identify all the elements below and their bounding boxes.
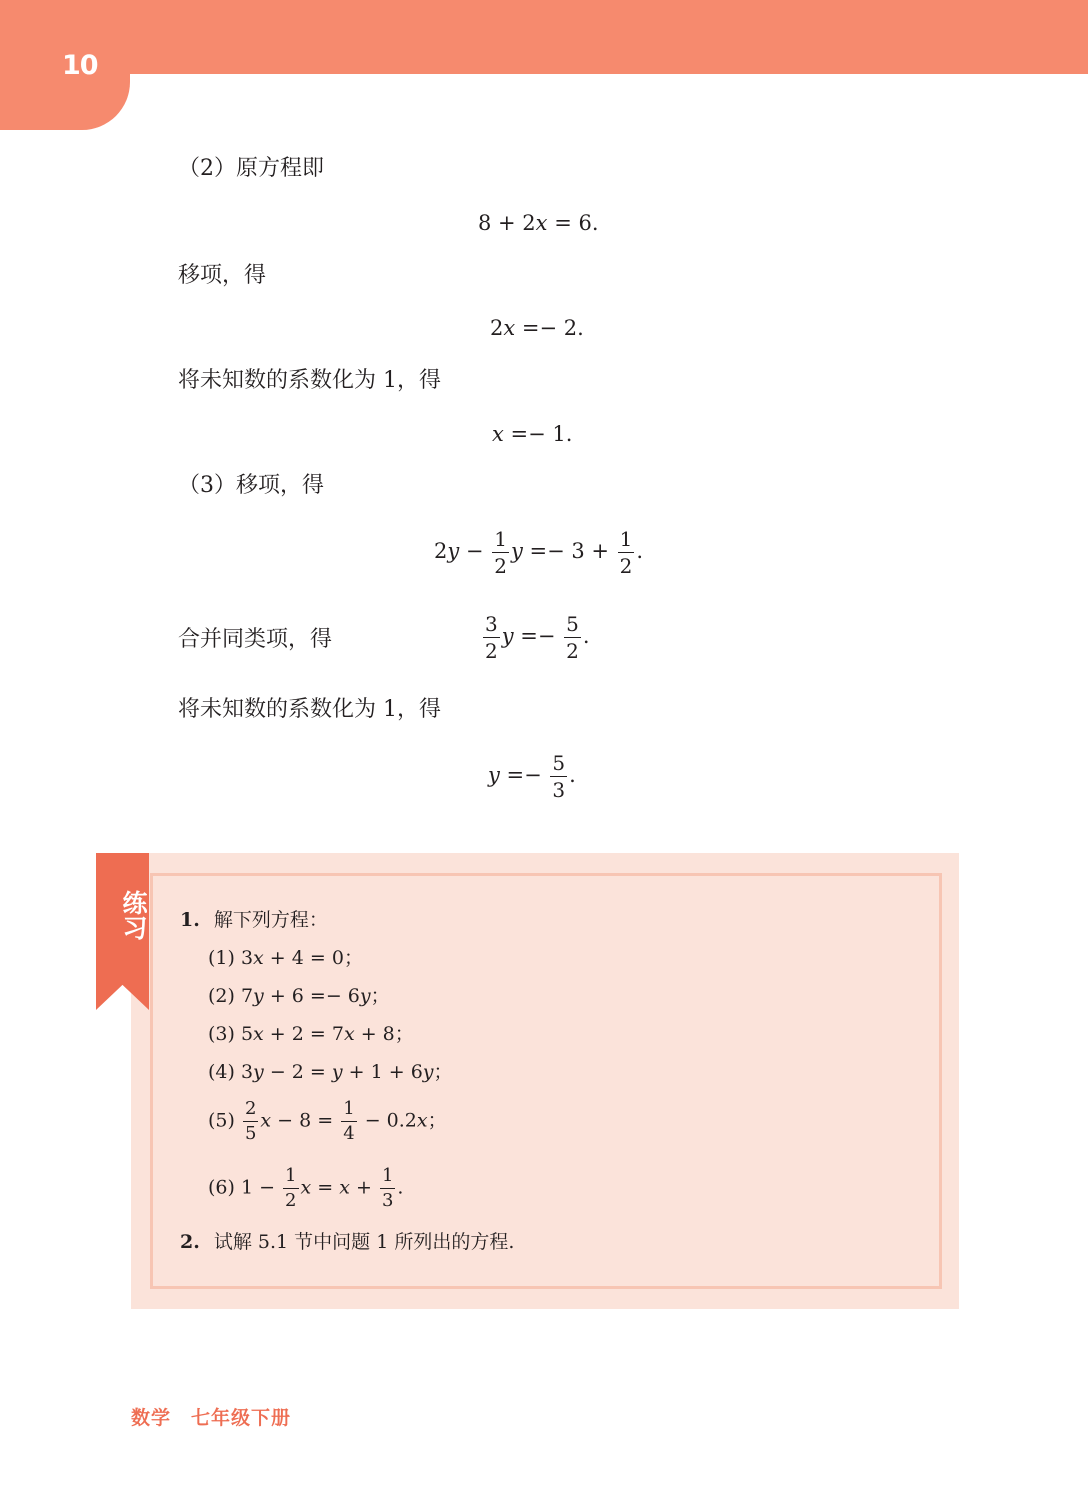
step-normalize-coefficient-2: 将未知数的系数化为 1，得: [178, 697, 441, 722]
footer-subject: 数学: [131, 1407, 172, 1429]
step-combine-like-terms: 合并同类项，得: [178, 627, 333, 652]
step-normalize-coefficient: 将未知数的系数化为 1，得: [178, 368, 441, 393]
exercise-item-4: (4) 3y − 2 = y + 1 + 6y；: [208, 1061, 453, 1083]
exercise-item-1: (1) 3x + 4 = 0；: [208, 947, 363, 969]
exercise-item-2: (2) 7y + 6 =− 6y；: [208, 985, 390, 1007]
exercise-item-3: (3) 5x + 2 = 7x + 8；: [208, 1023, 414, 1045]
exercise-item-6: (6) 1 − $\frac{1}{2}$ x = x + $\frac{1}{3}$ .: [208, 1165, 404, 1211]
step-move-terms: 移项，得: [178, 263, 267, 288]
part-2-heading: （2）原方程即: [178, 156, 324, 181]
question-1-number: 1.: [180, 909, 200, 931]
equation-2x: 2x =− 2.: [490, 316, 584, 340]
exercise-question-1: [180, 911, 328, 930]
part-3-heading: （3）移项，得: [178, 473, 324, 498]
exercise-item-5: (5) $\frac{2}{5}$ x − 8 = $\frac{1}{4}$ − 0.2x；: [208, 1098, 447, 1144]
question-2-text: 试解 5.1 节中问题 1 所列出的方程.: [213, 1231, 515, 1253]
header-band: [0, 0, 1088, 74]
equation-2y-minus-half-y: 2y − $\frac{1}{2}$ y =− 3 + $\frac{1}{2}$ .: [434, 527, 644, 578]
equation-x-solution: x =− 1.: [492, 422, 573, 446]
page-number: 10: [62, 50, 98, 81]
question-1-text: 解下列方程：: [213, 909, 328, 931]
footer-grade: 七年级下册: [191, 1407, 292, 1429]
equation-three-halves-y: $\frac{3}{2}$ y =− $\frac{5}{2}$ .: [485, 612, 590, 663]
footer: [131, 1403, 291, 1430]
equation-y-solution: y =− $\frac{5}{3}$ .: [488, 751, 576, 802]
exercise-label: 练习: [119, 890, 148, 940]
equation-8-plus-2x: 8 + 2x = 6.: [478, 211, 599, 235]
exercise-question-2: [180, 1233, 514, 1252]
question-2-number: 2.: [180, 1231, 200, 1253]
